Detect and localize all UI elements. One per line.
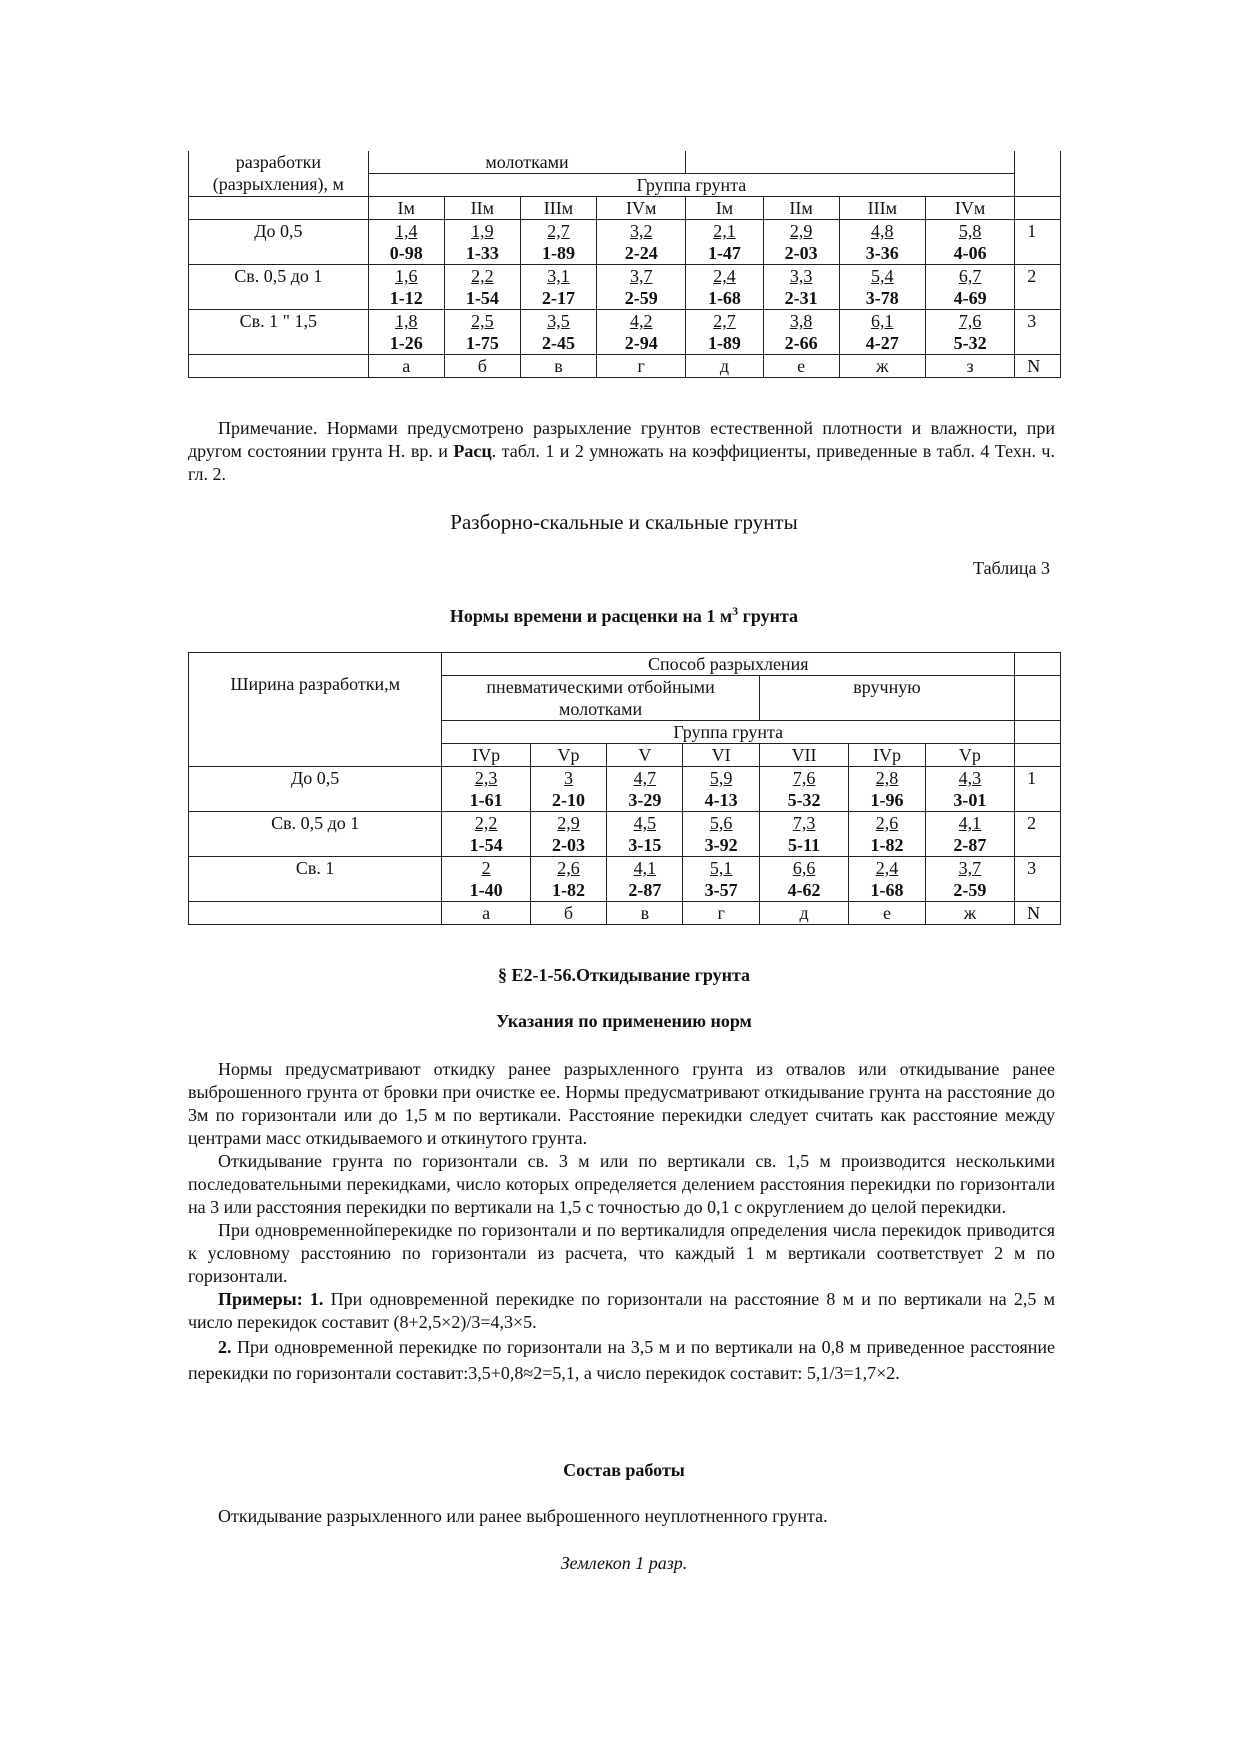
soil-group-cell: IIм (763, 197, 839, 220)
price: 4-06 (953, 243, 987, 263)
column-letter: ж (925, 902, 1015, 925)
time-norm: 3 (564, 768, 574, 788)
column-letter: в (607, 902, 683, 925)
time-norm: 2,7 (713, 311, 736, 331)
row-label: Св. 1 " 1,5 (189, 310, 369, 355)
price: 1-40 (469, 880, 503, 900)
table-soft-rock-continuation (188, 151, 1061, 378)
time-norm: 4,2 (629, 311, 653, 331)
value-cell (839, 265, 925, 310)
blank-cell (189, 197, 369, 220)
value-cell (686, 265, 763, 310)
price: 2-87 (628, 880, 662, 900)
value-cell (683, 767, 759, 812)
row-number: 2 (1015, 812, 1061, 857)
row-label: Св. 0,5 до 1 (189, 812, 442, 857)
time-norm: 6,1 (871, 311, 894, 331)
time-norm: 6,7 (958, 266, 982, 286)
price: 2-66 (784, 333, 818, 353)
note-text: Примечание. Нормами предусмотрено разрыхление грунтов естественной плотности и влажности, при другом состоянии грунта Н. вр. и (188, 418, 1055, 461)
n-header-blank (1015, 151, 1061, 197)
body-paragraph-1: Нормы предусматривают откидку ранее разрыхленного грунта из отвалов или откидывание ранее выброшенного грунта от бровки при очистке ее. Нормы предусматривают откидывание грунта на расстояние до 3м по горизонтали или до 1,5 м по вертикали. Расстояние перекидки следует считать как расстояние между центрами масс откидываемого и откинутого грунта. (188, 1059, 1055, 1148)
time-norm: 4,7 (633, 768, 657, 788)
time-norm: 2,1 (713, 221, 736, 241)
table-row (189, 812, 1061, 857)
method-hammers: молотками (368, 151, 686, 174)
value-cell (442, 812, 531, 857)
letters-row (189, 355, 1061, 378)
price: 1-54 (465, 288, 499, 308)
time-norm: 1,4 (394, 221, 418, 241)
table-row (189, 310, 1061, 355)
price: 1-75 (465, 333, 499, 353)
price: 2-10 (552, 790, 586, 810)
price: 4-69 (953, 288, 987, 308)
price: 2-03 (552, 835, 586, 855)
row-number: 3 (1015, 310, 1061, 355)
value-cell (763, 310, 839, 355)
value-cell (925, 265, 1014, 310)
value-cell (763, 265, 839, 310)
time-norm: 3,3 (789, 266, 813, 286)
price: 3-92 (704, 835, 738, 855)
example-1-label: Примеры: 1. (218, 1289, 324, 1309)
time-norm: 2,9 (557, 813, 580, 833)
soil-group-cell: IVм (925, 197, 1014, 220)
price: 3-78 (865, 288, 899, 308)
price: 2-45 (541, 333, 575, 353)
body-paragraph-3: При одновременнойперекидке по горизонтали и по вертикалидля определения числа перекидок приводится к условному расстоянию по горизонтали из расчета, что каждый 1 м вертикали соответствует 2 м по горизонтали. (188, 1220, 1055, 1286)
value-cell (597, 310, 686, 355)
time-norm: 1,6 (394, 266, 418, 286)
price: 2-24 (624, 243, 658, 263)
price: 5-11 (788, 835, 821, 855)
time-norm: 5,9 (709, 768, 733, 788)
value-cell (520, 310, 596, 355)
soil-group-row (189, 197, 1061, 220)
note-bold: Расц (453, 441, 492, 461)
price: 1-89 (707, 333, 741, 353)
price: 4-13 (704, 790, 738, 810)
time-norm: 2,4 (713, 266, 736, 286)
value-cell (763, 220, 839, 265)
caption-text: Нормы времени и расценки на 1 м (449, 606, 733, 626)
width-header-line1: разработки (235, 152, 321, 172)
price: 1-26 (389, 333, 423, 353)
caption-suffix: грунта (738, 606, 799, 626)
soil-group-cell: VII (759, 744, 849, 767)
table-row (189, 767, 1061, 812)
table-caption (188, 604, 1060, 627)
column-letter: б (530, 902, 606, 925)
body-paragraph-2: Откидывание грунта по горизонтали св. 3 м или по вертикали св. 1,5 м производится несколькими последовательными перекидками, число которых определяется делением расстояния перекидки по горизонтали на 3 или расстояния перекидки по вертикали на 1,5 с точностью до 0,1 с округлением до целой перекидки. (188, 1151, 1055, 1217)
time-norm: 4,1 (958, 813, 982, 833)
value-cell (442, 767, 531, 812)
soil-group-header: Группа грунта (442, 721, 1015, 744)
row-label: До 0,5 (189, 220, 369, 265)
time-norm: 2,6 (557, 858, 580, 878)
column-letter: е (763, 355, 839, 378)
value-cell (530, 767, 606, 812)
value-cell (520, 265, 596, 310)
value-cell (925, 310, 1014, 355)
time-norm: 2,7 (547, 221, 570, 241)
work-text: Откидывание разрыхленного или ранее выброшенного неуплотненного грунта. (218, 1506, 828, 1526)
time-norm: 4,1 (633, 858, 657, 878)
time-norm: 5,4 (871, 266, 894, 286)
column-letter: д (686, 355, 763, 378)
time-norm: 2,5 (471, 311, 494, 331)
time-norm: 4,8 (871, 221, 894, 241)
soil-group-cell: IIIм (839, 197, 925, 220)
column-letter: г (683, 902, 759, 925)
value-cell (925, 857, 1015, 902)
method-pneumatic: пневматическими отбойными молотками (442, 676, 759, 721)
table-3 (188, 652, 1061, 925)
price: 2-59 (953, 880, 987, 900)
method-header: Способ разрыхления (442, 653, 1015, 676)
time-norm: 5,1 (709, 858, 733, 878)
row-number: 1 (1015, 220, 1061, 265)
price: 1-68 (870, 880, 904, 900)
value-cell (759, 812, 849, 857)
soil-group-cell: Vр (925, 744, 1015, 767)
price: 1-61 (469, 790, 503, 810)
row-label: До 0,5 (189, 767, 442, 812)
column-letter: ж (839, 355, 925, 378)
time-norm: 3,2 (629, 221, 653, 241)
example-1 (188, 1288, 1055, 1334)
price: 1-47 (707, 243, 741, 263)
work-heading: Состав работы (563, 1460, 685, 1480)
time-norm: 3,1 (547, 266, 570, 286)
time-norm: 3,7 (629, 266, 653, 286)
price: 4-62 (787, 880, 821, 900)
price: 1-12 (389, 288, 423, 308)
value-cell (444, 265, 520, 310)
method-empty (686, 151, 1015, 174)
column-letter: з (925, 355, 1014, 378)
price: 3-29 (628, 790, 662, 810)
time-norm: 5,8 (958, 221, 982, 241)
price: 2-87 (953, 835, 987, 855)
value-cell (520, 220, 596, 265)
column-letter: г (597, 355, 686, 378)
price: 1-33 (465, 243, 499, 263)
table-row (189, 857, 1061, 902)
time-norm: 2,6 (875, 813, 899, 833)
value-cell (686, 310, 763, 355)
value-cell (607, 812, 683, 857)
time-norm: 1,8 (394, 311, 418, 331)
column-letter: а (368, 355, 444, 378)
time-norm: 2,4 (875, 858, 899, 878)
value-cell (607, 767, 683, 812)
row-label: Св. 1 (189, 857, 442, 902)
note-text-end: . табл. 1 и 2 умножать на коэффициенты, приведенные в табл. 4 Техн. ч. гл. 2. (188, 441, 1055, 484)
value-cell (849, 767, 925, 812)
time-norm: 4,3 (958, 768, 982, 788)
value-cell (849, 857, 925, 902)
price: 3-15 (628, 835, 662, 855)
row-number: 2 (1015, 265, 1061, 310)
price: 2-17 (541, 288, 575, 308)
value-cell (925, 767, 1015, 812)
price: 1-82 (870, 835, 904, 855)
column-letter: а (442, 902, 531, 925)
price: 3-57 (704, 880, 738, 900)
example-2-text: При одновременной перекидке по горизонтали на 3,5 м и по вертикали на 0,8 м приведенное расстояние перекидки по горизонтали составит:3,5+0,8≈2=5,1, а число перекидок составит: 5,1/3=1,7×2. (188, 1337, 1055, 1383)
price: 1-96 (870, 790, 904, 810)
example-1-text: При одновременной перекидке по горизонтали на расстояние 8 м и по вертикали на 2,5 м число перекидок составит (8+2,5×2)/3=4,3×5. (188, 1289, 1055, 1332)
time-norm: 2,2 (474, 813, 498, 833)
soil-group-cell: Vр (530, 744, 606, 767)
value-cell (925, 812, 1015, 857)
instructions-heading: Указания по применению норм (496, 1011, 752, 1031)
value-cell (444, 220, 520, 265)
value-cell (597, 265, 686, 310)
row-label: Св. 0,5 до 1 (189, 265, 369, 310)
price: 5-32 (953, 333, 987, 353)
value-cell (849, 812, 925, 857)
value-cell (683, 857, 759, 902)
value-cell (444, 310, 520, 355)
column-letter: б (444, 355, 520, 378)
value-cell (530, 857, 606, 902)
time-norm: 5,6 (709, 813, 733, 833)
soil-group-cell: Iм (368, 197, 444, 220)
soil-group-cell: VI (683, 744, 759, 767)
row-number: 1 (1015, 767, 1061, 812)
width-header-line2: (разрыхления), м (212, 174, 344, 194)
instructions-body (188, 1058, 1055, 1386)
letter-n: N (1015, 355, 1061, 378)
time-norm: 2,2 (471, 266, 494, 286)
time-norm: 1,9 (471, 221, 494, 241)
table-number: Таблица 3 (973, 558, 1050, 578)
value-cell (759, 857, 849, 902)
soil-group-header: Группа грунта (368, 174, 1015, 197)
soil-group-cell: Iм (686, 197, 763, 220)
value-cell (368, 310, 444, 355)
price: 2-94 (624, 333, 658, 353)
letter-n: N (1015, 902, 1061, 925)
value-cell (607, 857, 683, 902)
example-2 (188, 1334, 1055, 1386)
value-cell (597, 220, 686, 265)
width-header (189, 151, 369, 197)
blank-cell (1015, 197, 1061, 220)
letters-row (189, 902, 1061, 925)
price: 1-82 (552, 880, 586, 900)
worker-grade: Землекоп 1 разр. (560, 1553, 688, 1573)
time-norm: 3,5 (547, 311, 570, 331)
time-norm: 7,6 (958, 311, 982, 331)
price: 1-68 (707, 288, 741, 308)
price: 2-03 (784, 243, 818, 263)
value-cell (368, 265, 444, 310)
value-cell (368, 220, 444, 265)
blank-cell (189, 902, 442, 925)
blank-cell (1015, 676, 1061, 721)
table-row (189, 220, 1061, 265)
method-manual: вручную (759, 676, 1014, 721)
soil-group-cell: V (607, 744, 683, 767)
price: 5-32 (787, 790, 821, 810)
time-norm: 2,3 (474, 768, 498, 788)
price: 1-54 (469, 835, 503, 855)
time-norm: 2 (481, 858, 491, 878)
caption-sup: 3 (732, 604, 739, 618)
value-cell (759, 767, 849, 812)
price: 2-59 (624, 288, 658, 308)
time-norm: 7,6 (792, 768, 816, 788)
blank-cell (1015, 744, 1061, 767)
column-letter: в (520, 355, 596, 378)
soil-group-cell: IVр (849, 744, 925, 767)
value-cell (686, 220, 763, 265)
example-2-label: 2. (218, 1337, 232, 1357)
blank-cell (1015, 653, 1061, 676)
price: 3-36 (865, 243, 899, 263)
value-cell (442, 857, 531, 902)
price: 0-98 (389, 243, 423, 263)
blank-cell (1015, 721, 1061, 744)
column-letter: е (849, 902, 925, 925)
price: 1-89 (541, 243, 575, 263)
section-title: Разборно-скальные и скальные грунты (450, 510, 798, 534)
time-norm: 3,8 (789, 311, 813, 331)
soil-group-cell: IVм (597, 197, 686, 220)
price: 3-01 (953, 790, 987, 810)
price: 4-27 (865, 333, 899, 353)
time-norm: 4,5 (633, 813, 657, 833)
soil-group-cell: IIIм (520, 197, 596, 220)
width-label: Ширина разработки,м (230, 674, 401, 694)
blank-cell (189, 355, 369, 378)
table-note (188, 417, 1055, 486)
value-cell (530, 812, 606, 857)
width-header (189, 653, 442, 767)
price: 2-31 (784, 288, 818, 308)
value-cell (839, 220, 925, 265)
time-norm: 2,8 (875, 768, 899, 788)
value-cell (925, 220, 1014, 265)
value-cell (683, 812, 759, 857)
time-norm: 7,3 (792, 813, 816, 833)
column-letter: д (759, 902, 849, 925)
soil-group-cell: IIм (444, 197, 520, 220)
row-number: 3 (1015, 857, 1061, 902)
soil-group-cell: IVр (442, 744, 531, 767)
paragraph-heading: § Е2-1-56.Откидывание грунта (497, 965, 751, 985)
table-row (189, 265, 1061, 310)
time-norm: 2,9 (789, 221, 813, 241)
value-cell (839, 310, 925, 355)
time-norm: 6,6 (792, 858, 816, 878)
time-norm: 3,7 (958, 858, 982, 878)
